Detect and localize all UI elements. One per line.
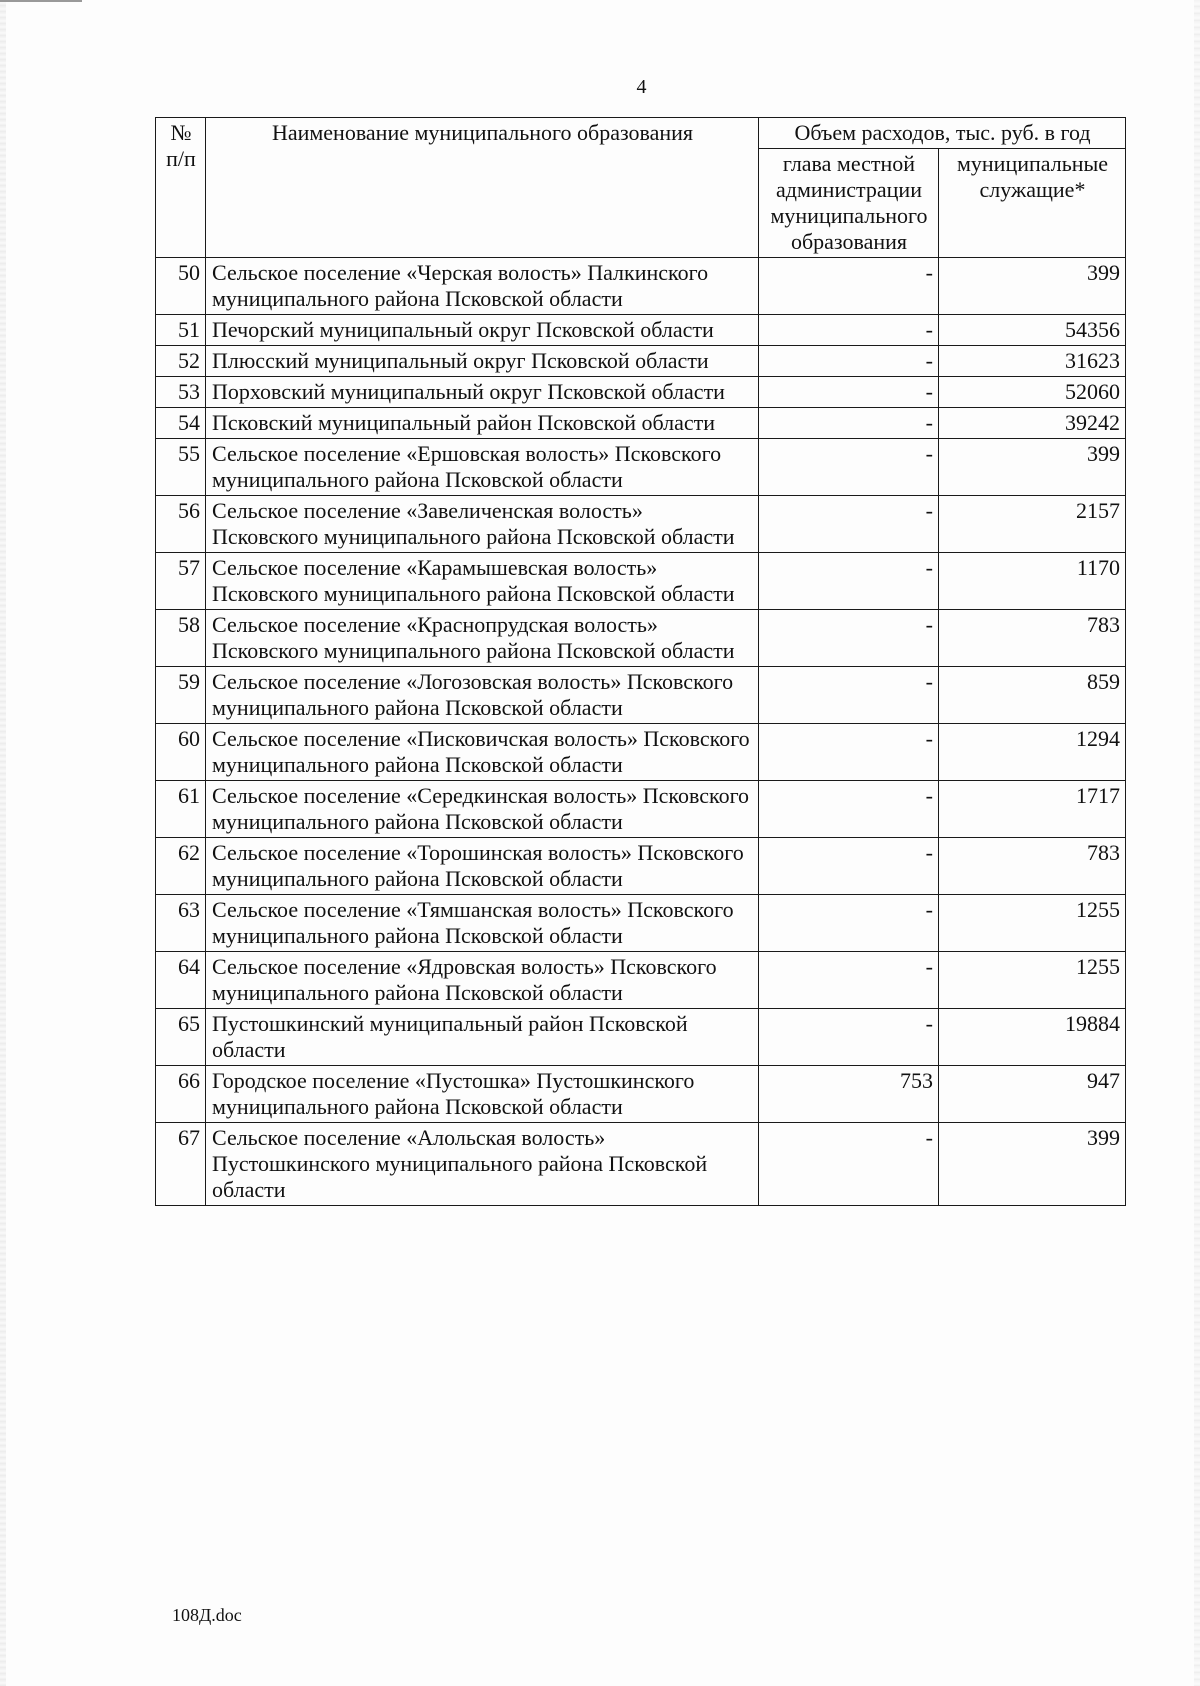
municipality-name: Сельское поселение «Краснопрудская волость» Псковского муниципального района Псковской области [206, 610, 759, 667]
table-row [156, 377, 1126, 408]
municipality-name: Сельское поселение «Ядровская волость» Псковского муниципального района Псковской области [206, 952, 759, 1009]
table-row [156, 1066, 1126, 1123]
municipality-name: Сельское поселение «Логозовская волость» Псковского муниципального района Псковской области [206, 667, 759, 724]
municipality-name: Сельское поселение «Середкинская волость» Псковского муниципального района Псковской области [206, 781, 759, 838]
staff-expense: 1294 [939, 724, 1126, 781]
municipality-name: Порховский муниципальный округ Псковской области [206, 377, 759, 408]
municipality-name: Псковский муниципальный район Псковской области [206, 408, 759, 439]
head-admin-expense: - [759, 408, 939, 439]
head-admin-expense: - [759, 952, 939, 1009]
staff-expense: 19884 [939, 1009, 1126, 1066]
staff-expense: 2157 [939, 496, 1126, 553]
row-number: 65 [156, 1009, 206, 1066]
table-row [156, 408, 1126, 439]
staff-expense: 399 [939, 439, 1126, 496]
row-number: 60 [156, 724, 206, 781]
page-number: 4 [636, 76, 647, 98]
header-municipal-staff: муниципальные служащие* [939, 149, 1126, 258]
expenses-table [155, 117, 1126, 1206]
municipality-name: Сельское поселение «Тямшанская волость» Псковского муниципального района Псковской области [206, 895, 759, 952]
header-name: Наименование муниципального образования [206, 118, 759, 258]
footer-filename: 108Д.doc [172, 1605, 242, 1625]
row-number: 55 [156, 439, 206, 496]
staff-expense: 399 [939, 1123, 1126, 1206]
row-number: 59 [156, 667, 206, 724]
municipality-name: Сельское поселение «Писковичская волость» Псковского муниципального района Псковской области [206, 724, 759, 781]
table-row [156, 838, 1126, 895]
head-admin-expense: - [759, 895, 939, 952]
row-number: 53 [156, 377, 206, 408]
head-admin-expense: - [759, 1123, 939, 1206]
staff-expense: 783 [939, 838, 1126, 895]
scan-corner-mark [0, 0, 82, 2]
table-row [156, 258, 1126, 315]
table-row [156, 1123, 1126, 1206]
row-number: 64 [156, 952, 206, 1009]
table-row [156, 553, 1126, 610]
staff-expense: 1255 [939, 895, 1126, 952]
municipality-name: Пустошкинский муниципальный район Псковской области [206, 1009, 759, 1066]
table-row [156, 315, 1126, 346]
head-admin-expense: - [759, 724, 939, 781]
row-number: 50 [156, 258, 206, 315]
staff-expense: 39242 [939, 408, 1126, 439]
municipality-name: Сельское поселение «Завеличенская волость» Псковского муниципального района Псковской области [206, 496, 759, 553]
head-admin-expense: 753 [759, 1066, 939, 1123]
table-row [156, 952, 1126, 1009]
head-admin-expense: - [759, 1009, 939, 1066]
municipality-name: Плюсский муниципальный округ Псковской области [206, 346, 759, 377]
row-number: 62 [156, 838, 206, 895]
staff-expense: 1717 [939, 781, 1126, 838]
row-number: 52 [156, 346, 206, 377]
row-number: 67 [156, 1123, 206, 1206]
municipality-name: Сельское поселение «Торошинская волость» Псковского муниципального района Псковской области [206, 838, 759, 895]
row-number: 61 [156, 781, 206, 838]
head-admin-expense: - [759, 838, 939, 895]
table-row [156, 895, 1126, 952]
staff-expense: 399 [939, 258, 1126, 315]
header-num: № п/п [156, 118, 206, 258]
table-header [156, 118, 1126, 258]
row-number: 58 [156, 610, 206, 667]
header-head-admin: глава местной администрации муниципального образования [759, 149, 939, 258]
head-admin-expense: - [759, 781, 939, 838]
municipality-name: Сельское поселение «Черская волость» Палкинского муниципального района Псковской области [206, 258, 759, 315]
staff-expense: 1255 [939, 952, 1126, 1009]
head-admin-expense: - [759, 553, 939, 610]
table-row [156, 781, 1126, 838]
staff-expense: 52060 [939, 377, 1126, 408]
table-row [156, 496, 1126, 553]
head-admin-expense: - [759, 346, 939, 377]
row-number: 56 [156, 496, 206, 553]
head-admin-expense: - [759, 315, 939, 346]
staff-expense: 859 [939, 667, 1126, 724]
table-row [156, 439, 1126, 496]
row-number: 63 [156, 895, 206, 952]
municipality-name: Сельское поселение «Ершовская волость» Псковского муниципального района Псковской области [206, 439, 759, 496]
head-admin-expense: - [759, 610, 939, 667]
table-row [156, 610, 1126, 667]
row-number: 51 [156, 315, 206, 346]
scan-edge-left [0, 0, 6, 1686]
municipality-name: Печорский муниципальный округ Псковской области [206, 315, 759, 346]
municipality-name: Городское поселение «Пустошка» Пустошкинского муниципального района Псковской области [206, 1066, 759, 1123]
row-number: 54 [156, 408, 206, 439]
row-number: 66 [156, 1066, 206, 1123]
table-row [156, 1009, 1126, 1066]
staff-expense: 947 [939, 1066, 1126, 1123]
staff-expense: 783 [939, 610, 1126, 667]
head-admin-expense: - [759, 667, 939, 724]
head-admin-expense: - [759, 439, 939, 496]
staff-expense: 1170 [939, 553, 1126, 610]
row-number: 57 [156, 553, 206, 610]
table-row [156, 667, 1126, 724]
table-body [156, 258, 1126, 1206]
municipality-name: Сельское поселение «Карамышевская волость» Псковского муниципального района Псковской области [206, 553, 759, 610]
scan-edge-right [1194, 0, 1200, 1686]
municipality-name: Сельское поселение «Алольская волость» Пустошкинского муниципального района Псковской области [206, 1123, 759, 1206]
head-admin-expense: - [759, 377, 939, 408]
header-expenses-group: Объем расходов, тыс. руб. в год [759, 118, 1126, 149]
head-admin-expense: - [759, 496, 939, 553]
head-admin-expense: - [759, 258, 939, 315]
table-row [156, 346, 1126, 377]
table-row [156, 724, 1126, 781]
staff-expense: 54356 [939, 315, 1126, 346]
staff-expense: 31623 [939, 346, 1126, 377]
